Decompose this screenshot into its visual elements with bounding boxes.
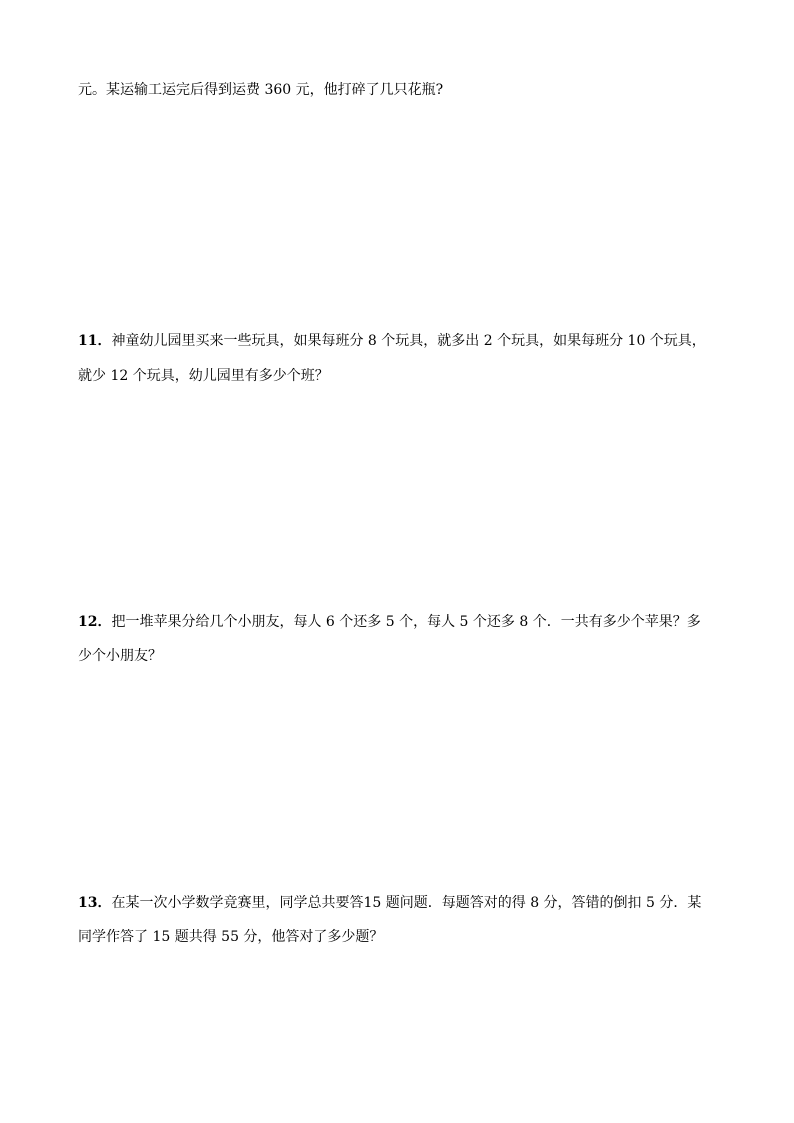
question-12-line-2: 少个小朋友？ [78,648,162,664]
question-13-line-1 [78,893,728,913]
continuation-text: 元。某运输工运完后得到运费 360 元，他打碎了几只花瓶? [78,82,444,98]
question-12-number: 12． [78,614,112,630]
question-12-line-1 [78,612,728,632]
question-12-text-1: 把一堆苹果分给几个小朋友，每人 6 个还多 5 个，每人 5 个还多 8 个．一共有多少个苹果？多 [111,614,701,630]
question-13-text-1: 在某一次小学数学竞赛里，同学总共要答15 题问题．每题答对的得 8 分，答错的倒扣 5 分．某 [111,895,702,911]
question-11-line-1 [78,331,728,351]
question-11-text-1: 神童幼儿园里买来一些玩具，如果每班分 8 个玩具，就多出 2 个玩具，如果每班分 10 个玩具， [111,333,706,349]
question-11-number: 11． [78,333,112,349]
question-13-line-2: 同学作答了 15 题共得 55 分，他答对了多少题？ [78,929,384,945]
question-11-line-2: 就少 12 个玩具，幼儿园里有多少个班？ [78,368,329,384]
question-13-number: 13． [78,895,112,911]
